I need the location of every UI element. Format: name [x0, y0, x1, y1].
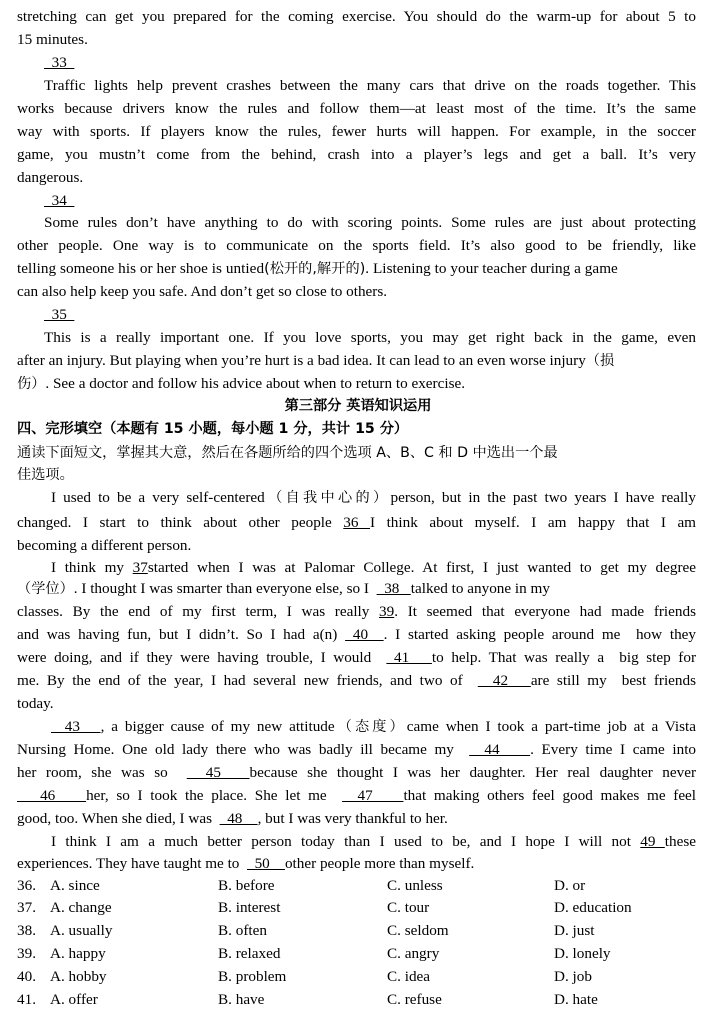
option-c: C. angry — [387, 945, 440, 962]
option-row — [0, 967, 716, 989]
cloze-line: and was having fun, but I didn’t. So I had a(n) 40 . I started asking people around me how they — [17, 626, 697, 643]
passage-line: 伤）. See a doctor and follow his advice about when to return to exercise. — [17, 375, 466, 392]
cloze-line: 46 her, so I took the place. She let me 47 that making others feel good makes me feel — [17, 787, 697, 804]
passage-line: stretching can get you prepared for the coming exercise. You should do the warm-up for about 5 to — [17, 8, 696, 25]
option-a: A. since — [50, 877, 100, 894]
blank-46: 46 — [17, 787, 87, 804]
blank-43: 43 — [51, 718, 101, 735]
option-c: C. idea — [387, 968, 431, 985]
passage-line: other people. One way is to communicate on the sports field. It’s also good to be friendly, like — [17, 237, 696, 254]
cloze-line: were doing, and if they were having trouble, I would 41 to help. That was really a big step for — [17, 649, 697, 666]
option-d: D. job — [554, 968, 592, 985]
option-d: D. or — [554, 877, 586, 894]
passage-line: dangerous. — [17, 169, 84, 186]
blank-45: 45 — [186, 764, 250, 781]
option-b: B. problem — [218, 968, 287, 985]
passage-line: way with sports. If players know the rules, fewer hurts will happen. For example, in the soccer — [17, 123, 696, 140]
blank-35: 35 — [44, 306, 75, 323]
option-a: A. usually — [50, 922, 113, 939]
option-row — [0, 944, 716, 966]
option-d: D. just — [554, 922, 595, 939]
cloze-line: I used to be a very self-centered（自我中心的）person, but in the past two years I have really — [51, 489, 696, 506]
question-number: 38. — [17, 922, 36, 939]
option-a: A. change — [50, 899, 112, 916]
cloze-line: today. — [17, 695, 54, 712]
option-d: D. education — [554, 899, 632, 916]
option-row — [0, 990, 716, 1012]
option-b: B. interest — [218, 899, 281, 916]
cloze-line: Nursing Home. One old lady there who was badly ill became my 44 . Every time I came into — [17, 741, 697, 758]
question-number: 39. — [17, 945, 36, 962]
blank-38: 38 — [376, 580, 411, 597]
option-b: B. relaxed — [218, 945, 281, 962]
option-b: B. have — [218, 991, 265, 1008]
question-number: 36. — [17, 877, 36, 894]
cloze-line: changed. I start to think about other people 36 I think about myself. I am happy that I am — [17, 514, 696, 531]
cloze-line: me. By the end of the year, I had several new friends, and two of 42 are still my best friends — [17, 672, 697, 689]
option-row — [0, 876, 716, 898]
option-row — [0, 921, 716, 943]
blank-42: 42 — [477, 672, 531, 689]
section-title: 第三部分 英语知识运用 — [284, 398, 432, 414]
section-heading: 四、完形填空（本题有 15 小题，每小题 1 分，共计 15 分） — [17, 421, 409, 437]
cloze-line: I think I am a much better person today than I used to be, and I hope I will not 49 these — [51, 833, 697, 850]
cloze-line: her room, she was so 45 because she thought I was her daughter. Her real daughter never — [17, 764, 697, 781]
cloze-line: becoming a different person. — [17, 537, 192, 554]
cloze-line: experiences. They have taught me to 50 other people more than myself. — [17, 855, 475, 872]
option-c: C. unless — [387, 877, 443, 894]
option-b: B. before — [218, 877, 275, 894]
question-number: 40. — [17, 968, 36, 985]
instruction-line: 佳选项。 — [17, 467, 74, 483]
blank-37: 37 — [132, 559, 148, 576]
blank-49: 49 — [640, 833, 665, 850]
passage-line: telling someone his or her shoe is untied(松开的,解开的). Listening to your teacher during a game — [17, 260, 618, 277]
option-a: A. hobby — [50, 968, 107, 985]
option-a: A. offer — [50, 991, 98, 1008]
option-b: B. often — [218, 922, 267, 939]
blank-36: 36 — [343, 514, 370, 531]
cloze-line: I think my 37started when I was at Palomar College. At first, I just wanted to get my degree — [51, 559, 697, 576]
option-c: C. seldom — [387, 922, 449, 939]
blank-40: 40 — [345, 626, 384, 643]
cloze-line: good, too. When she died, I was 48 , but I was very thankful to her. — [17, 810, 448, 827]
blank-50: 50 — [246, 855, 285, 872]
cloze-line: （学位）. I thought I was smarter than everyone else, so I 38 talked to anyone in my — [17, 580, 550, 597]
blank-48: 48 — [219, 810, 258, 827]
passage-line: Some rules don’t have anything to do with scoring points. Some rules are just about protecting — [44, 214, 696, 231]
question-number: 41. — [17, 991, 36, 1008]
blank-44: 44 — [469, 741, 531, 758]
passage-line: can also help keep you safe. And don’t get so close to others. — [17, 283, 388, 300]
option-a: A. happy — [50, 945, 106, 962]
cloze-line: 43 , a bigger cause of my new attitude（态度）came when I took a part-time job at a Vista — [51, 718, 697, 735]
blank-33: 33 — [44, 54, 75, 71]
option-d: D. hate — [554, 991, 598, 1008]
passage-line: 15 minutes. — [17, 31, 88, 48]
question-number: 37. — [17, 899, 36, 916]
passage-line: Traffic lights help prevent crashes between the many cars that drive on the roads together. This — [44, 77, 696, 94]
passage-line: works because drivers know the rules and follow them—at least most of the time. It’s the same — [17, 100, 696, 117]
option-row — [0, 898, 716, 920]
option-d: D. lonely — [554, 945, 611, 962]
cloze-line: classes. By the end of my first term, I was really 39. It seemed that everyone had made friends — [17, 603, 696, 620]
passage-line: after an injury. But playing when you’re hurt is a bad idea. It can lead to an even worse injury（损 — [17, 352, 615, 369]
option-c: C. tour — [387, 899, 430, 916]
option-c: C. refuse — [387, 991, 442, 1008]
blank-34: 34 — [44, 192, 75, 209]
passage-line: This is a really important one. If you love sports, you may get right back in the game, even — [44, 329, 696, 346]
blank-39: 39 — [379, 603, 395, 620]
instruction-line: 通读下面短文，掌握其大意，然后在各题所给的四个选项 A、B、C 和 D 中选出一个最 — [17, 445, 558, 461]
blank-47: 47 — [342, 787, 404, 804]
passage-line: game, you mustn’t come from the behind, crash into a player’s legs and get a ball. It’s very — [17, 146, 696, 163]
blank-41: 41 — [386, 649, 432, 666]
